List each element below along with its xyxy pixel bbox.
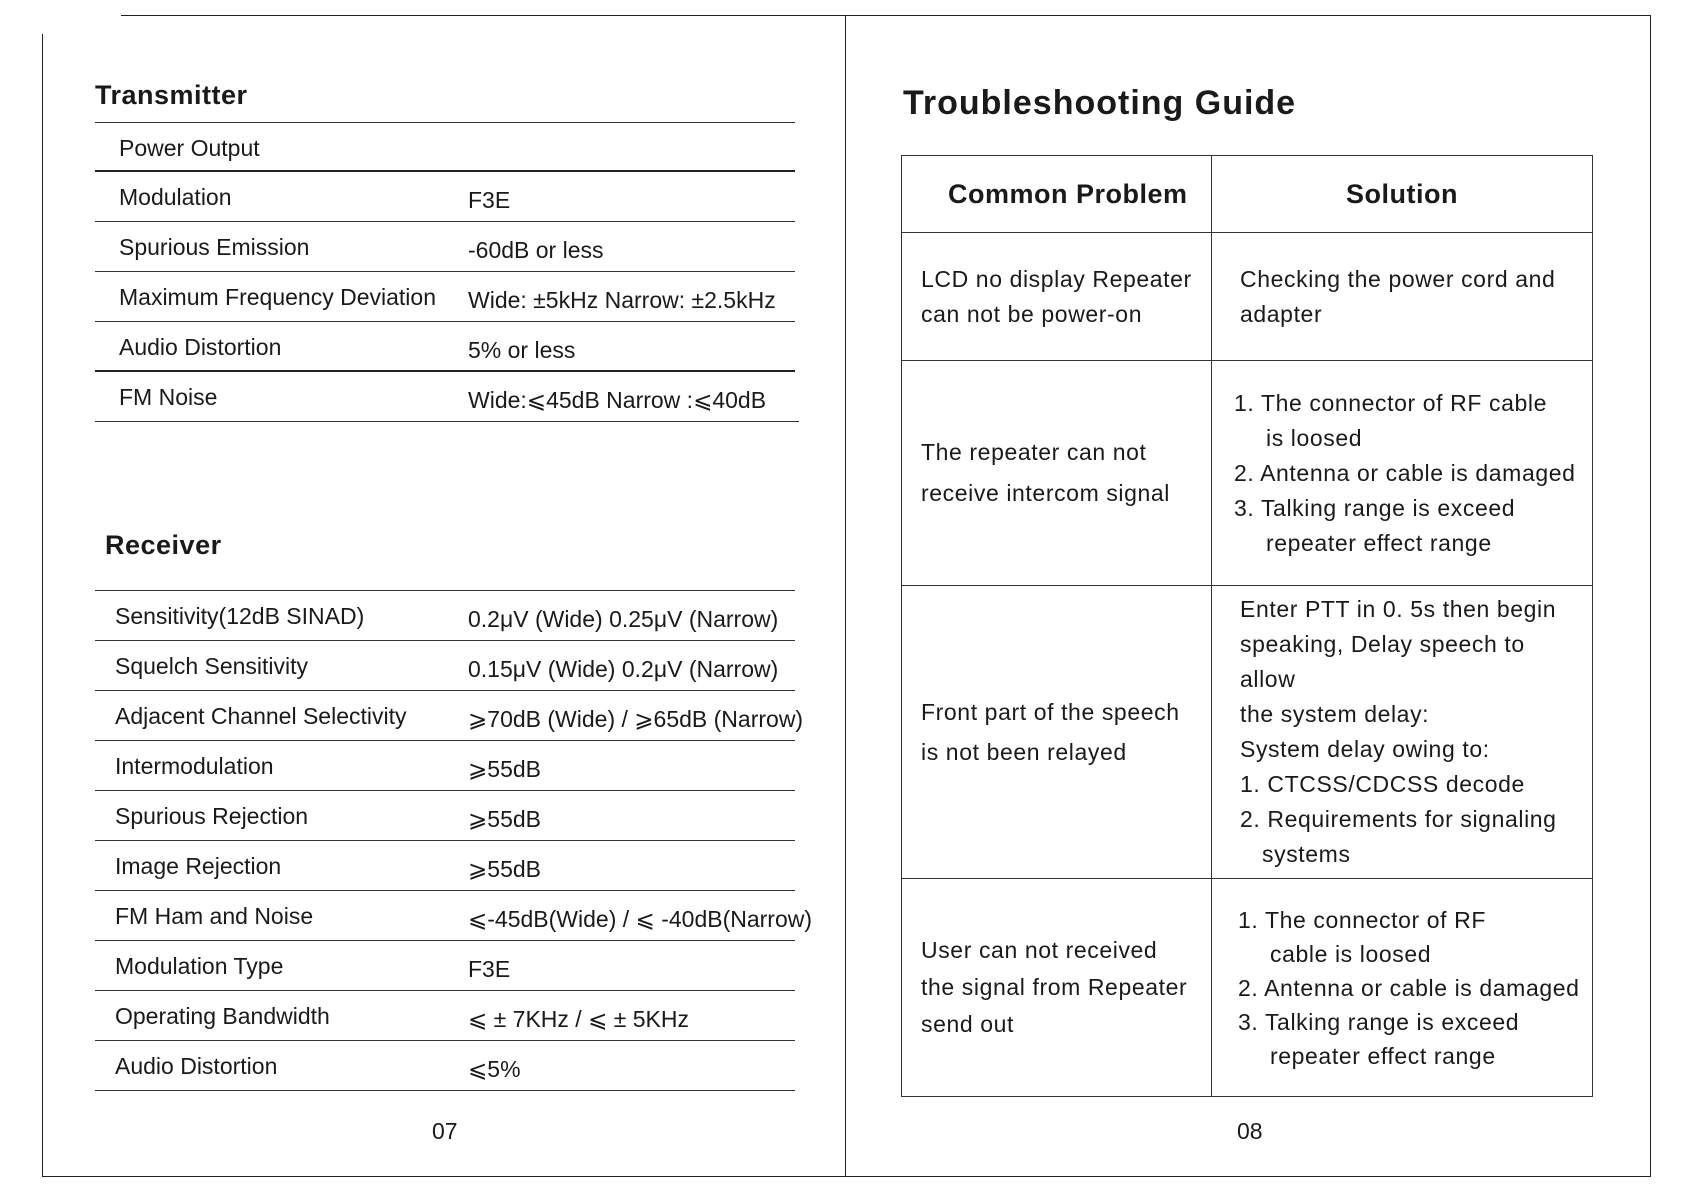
solution-line: speaking, Delay speech to allow bbox=[1240, 631, 1525, 692]
spec-label: FM Ham and Noise bbox=[115, 903, 314, 929]
problem-line: User can not received bbox=[921, 937, 1158, 963]
spec-label: Modulation bbox=[119, 184, 232, 210]
problem-line: can not be power-on bbox=[921, 300, 1143, 327]
table-row bbox=[95, 1041, 795, 1091]
spec-label: FM Noise bbox=[119, 384, 218, 410]
receiver-heading: Receiver bbox=[105, 530, 222, 560]
spec-value: ⩽-45dB(Wide) / ⩽ -40dB(Narrow) bbox=[468, 906, 813, 932]
spec-label: Audio Distortion bbox=[119, 334, 282, 360]
spec-value: 0.15μV (Wide) 0.2μV (Narrow) bbox=[468, 656, 779, 682]
solution-line: the system delay: bbox=[1240, 701, 1430, 727]
solution-line: Enter PTT in 0. 5s then begin bbox=[1240, 596, 1557, 622]
solution-line: Checking the power cord and bbox=[1240, 265, 1556, 292]
solution-line: 3. Talking range is exceed bbox=[1234, 494, 1516, 521]
frame-border-bottom bbox=[42, 1176, 1650, 1177]
spec-value: -60dB or less bbox=[468, 237, 604, 263]
spec-label: Power Output bbox=[119, 135, 260, 161]
solution-cell bbox=[1212, 233, 1593, 361]
table-row bbox=[95, 641, 795, 691]
spec-label: Maximum Frequency Deviation bbox=[119, 284, 437, 310]
spec-label: Operating Bandwidth bbox=[115, 1003, 330, 1029]
problem-cell bbox=[902, 361, 1212, 586]
spec-value: Wide: ±5kHz Narrow: ±2.5kHz bbox=[468, 287, 776, 313]
solution-line: 1. The connector of RF bbox=[1238, 906, 1487, 933]
table-row bbox=[95, 122, 795, 172]
table-row bbox=[95, 172, 795, 222]
table-row bbox=[95, 841, 795, 891]
header-common-problem: Common Problem bbox=[902, 156, 1212, 233]
spec-label: Sensitivity(12dB SINAD) bbox=[115, 603, 365, 629]
table-row bbox=[95, 791, 795, 841]
spec-value: ⩾55dB bbox=[468, 856, 541, 882]
spec-label: Spurious Rejection bbox=[115, 803, 309, 829]
solution-line: systems bbox=[1262, 841, 1351, 867]
table-row bbox=[902, 361, 1593, 586]
table-row bbox=[95, 891, 813, 941]
spec-label: Modulation Type bbox=[115, 953, 284, 979]
table-row bbox=[95, 322, 795, 372]
troubleshooting-title: Troubleshooting Guide bbox=[903, 84, 1297, 122]
solution-line: adapter bbox=[1240, 300, 1323, 327]
solution-line: 2. Antenna or cable is damaged bbox=[1234, 459, 1576, 486]
transmitter-spec-table bbox=[95, 122, 795, 422]
solution-cell bbox=[1212, 586, 1593, 879]
table-row bbox=[95, 691, 804, 741]
frame-border-top bbox=[121, 15, 1651, 16]
problem-line: the signal from Repeater bbox=[921, 974, 1188, 1000]
problem-line: send out bbox=[921, 1011, 1015, 1037]
spec-label: Intermodulation bbox=[115, 753, 274, 779]
solution-line: repeater effect range bbox=[1266, 529, 1492, 556]
solution-line: 1. CTCSS/CDCSS decode bbox=[1240, 771, 1525, 797]
solution-line: repeater effect range bbox=[1270, 1042, 1496, 1069]
solution-line: 1. The connector of RF cable bbox=[1234, 389, 1547, 416]
table-row bbox=[95, 222, 795, 272]
table-row bbox=[95, 372, 799, 422]
spec-value: 5% or less bbox=[468, 337, 576, 363]
solution-cell bbox=[1212, 879, 1593, 1097]
solution-line: 2. Requirements for signaling bbox=[1240, 806, 1557, 832]
solution-cell bbox=[1212, 361, 1593, 586]
page-divider bbox=[845, 15, 846, 1177]
problem-line: Front part of the speech bbox=[921, 699, 1180, 725]
problem-line: LCD no display Repeater bbox=[921, 265, 1192, 292]
troubleshooting-table bbox=[901, 155, 1593, 1097]
table-row bbox=[95, 991, 795, 1041]
spec-value: F3E bbox=[468, 956, 511, 982]
spec-value: Wide:⩽45dB Narrow :⩽40dB bbox=[468, 387, 767, 413]
problem-cell bbox=[902, 879, 1212, 1097]
problem-line: is not been relayed bbox=[921, 739, 1127, 765]
transmitter-heading: Transmitter bbox=[95, 80, 248, 110]
page-number-right: 08 bbox=[1237, 1118, 1263, 1144]
problem-line: The repeater can not bbox=[921, 439, 1147, 465]
frame-border-right bbox=[1650, 15, 1651, 1177]
spec-label: Audio Distortion bbox=[115, 1053, 278, 1079]
table-row bbox=[902, 586, 1593, 879]
table-row bbox=[902, 233, 1593, 361]
receiver-spec-table bbox=[95, 590, 813, 1091]
spec-value: ⩾70dB (Wide) / ⩾65dB (Narrow) bbox=[468, 706, 804, 732]
spec-value: ⩾55dB bbox=[468, 806, 541, 832]
spec-label: Spurious Emission bbox=[119, 234, 310, 260]
solution-line: System delay owing to: bbox=[1240, 736, 1490, 762]
header-solution: Solution bbox=[1212, 156, 1593, 233]
solution-line: 3. Talking range is exceed bbox=[1238, 1008, 1520, 1035]
spec-value: 0.2μV (Wide) 0.25μV (Narrow) bbox=[468, 606, 779, 632]
spec-value: F3E bbox=[468, 187, 511, 213]
page-number-left: 07 bbox=[432, 1118, 458, 1144]
frame-border-left bbox=[42, 34, 43, 1176]
solution-line: cable is loosed bbox=[1270, 940, 1432, 967]
problem-cell bbox=[902, 233, 1212, 361]
spec-value: ⩽5% bbox=[468, 1056, 521, 1082]
spec-label: Image Rejection bbox=[115, 853, 282, 879]
table-row bbox=[95, 591, 795, 641]
spec-value: ⩽ ± 7KHz / ⩽ ± 5KHz bbox=[468, 1006, 690, 1032]
table-row bbox=[95, 272, 795, 322]
spec-value: ⩾55dB bbox=[468, 756, 541, 782]
solution-line: is loosed bbox=[1266, 424, 1363, 451]
solution-line: 2. Antenna or cable is damaged bbox=[1238, 974, 1580, 1001]
table-header-row bbox=[902, 156, 1593, 233]
spec-label: Squelch Sensitivity bbox=[115, 653, 309, 679]
table-row bbox=[95, 741, 795, 791]
table-row bbox=[902, 879, 1593, 1097]
problem-cell bbox=[902, 586, 1212, 879]
problem-line: receive intercom signal bbox=[921, 480, 1171, 506]
spec-label: Adjacent Channel Selectivity bbox=[115, 703, 407, 729]
table-row bbox=[95, 941, 795, 991]
